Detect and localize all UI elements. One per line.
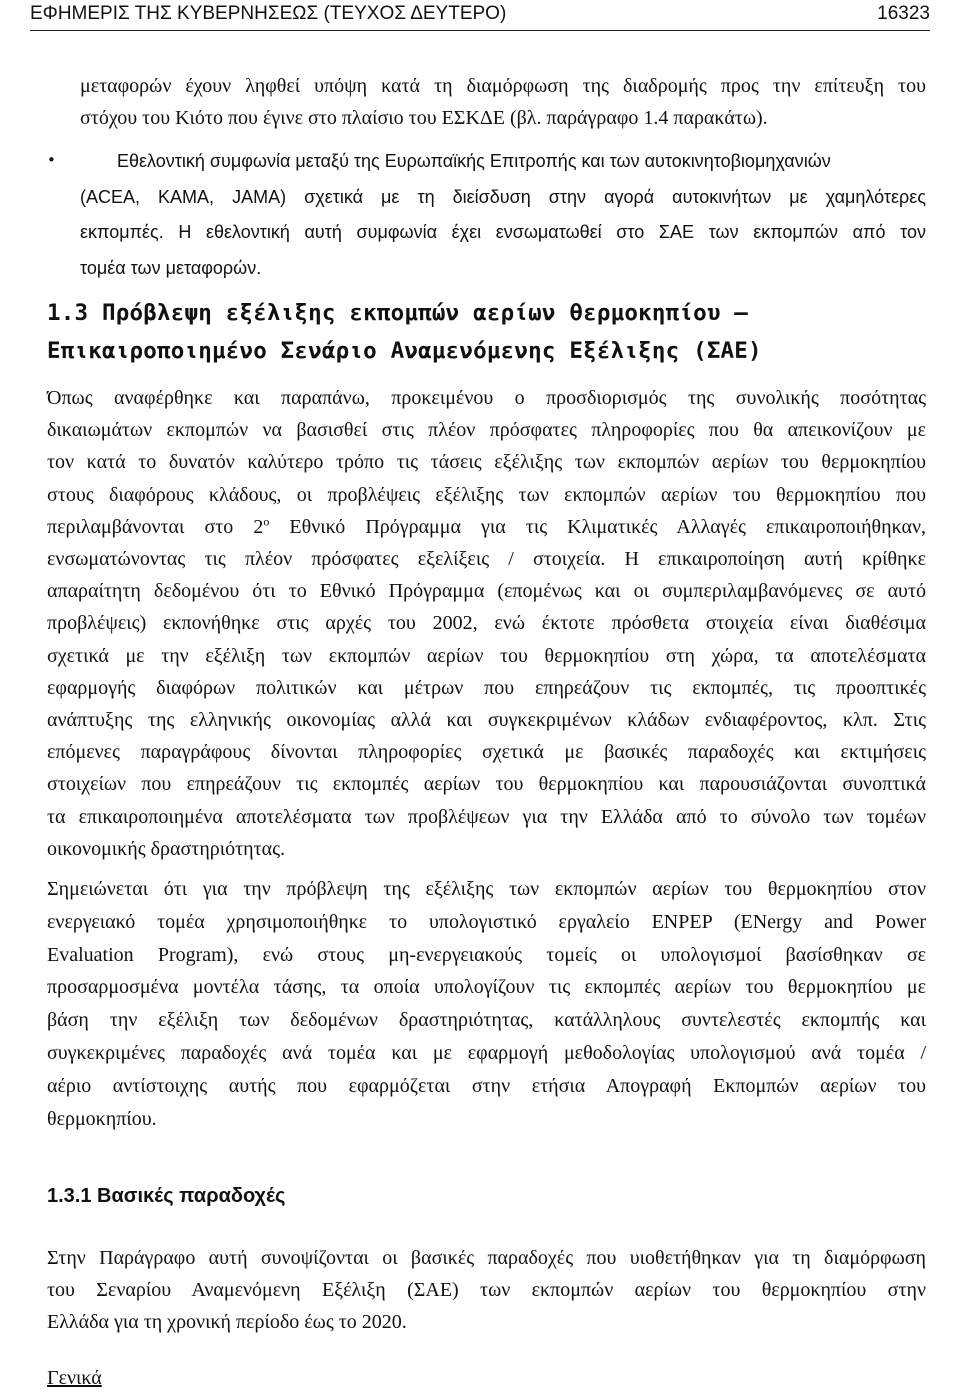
- text-line: δικαιωμάτων εκπομπών να βασισθεί στις πλέον πρόσφατες πληροφορίες που θα απεικονίζουν με: [47, 419, 926, 442]
- text-line: στοιχείων που επηρεάζουν τις εκπομπές αερίων του θερμοκηπίου και παρουσιάζονται συνοπτικά: [47, 773, 926, 796]
- text-line: [47, 511, 926, 543]
- text-line: εφαρμογής διαφόρων πολιτικών και μέτρων που επηρεάζουν τις εκπομπές, τις προοπτικές: [47, 676, 926, 699]
- paragraph-assumptions: [47, 1242, 926, 1339]
- text-line: οικονομικής δραστηριότητας.: [47, 837, 286, 860]
- page-number: 16323: [877, 3, 930, 24]
- text-line: Evaluation Program), ενώ στους μη-ενεργειακούς τομείς οι υπολογισμοί βασίσθηκαν σε: [47, 943, 926, 966]
- general-heading: Γενικά: [47, 1367, 102, 1389]
- text-line: Ελλάδα για τη χρονική περίοδο έως το 2020.: [47, 1311, 407, 1334]
- text-line: αέριο αντίστοιχης αυτής που εφαρμόζεται στην ετήσια Απογραφή Εκπομπών αερίων του: [47, 1074, 926, 1097]
- text-line: (ACEA, KAMA, JAMA) σχετικά με τη διείσδυση στην αγορά αυτοκινήτων με χαμηλότερες: [80, 186, 926, 207]
- text-line: Στην Παράγραφο αυτή συνοψίζονται οι βασικές παραδοχές που υιοθετήθηκαν για τη διαμόρφωση: [47, 1247, 926, 1269]
- text-line: ενεργειακό τομέα χρησιμοποιήθηκε το υπολογιστικό εργαλείο ENPEP (ENergy and Power: [47, 910, 926, 933]
- page-header: [30, 0, 930, 31]
- text-line: του Σεναρίου Αναμενόμενη Εξέλιξη (ΣΑΕ) των εκπομπών αερίων του θερμοκηπίου στην: [47, 1279, 926, 1302]
- text-line: επόμενες παραγράφους δίνονται πληροφορίες σχετικά με βασικές παραδοχές και εκτιμήσεις: [47, 741, 926, 764]
- text-line: ενσωματώνοντας τις πλέον πρόσφατες εξελίξεις / στοιχεία. Η επικαιροποίηση αυτή κρίθηκε: [47, 548, 926, 571]
- text-line: βάση την εξέλιξη των δεδομένων δραστηριότητας, κατάλληλους συντελεστές εκπομπής και: [47, 1009, 926, 1032]
- section-heading-line2: Επικαιροποιημένο Σενάριο Αναμενόμενης Εξέλιξης (ΣΑΕ): [47, 338, 762, 364]
- gazette-title: ΕΦΗΜΕΡΙΣ ΤΗΣ ΚΥΒΕΡΝΗΣΕΩΣ (ΤΕΥΧΟΣ ΔΕΥΤΕΡΟ): [30, 3, 507, 24]
- text-fragment: Εθνικό Πρόγραμμα για τις Κλιματικές Αλλαγές επικαιροποιήθηκαν,: [269, 515, 926, 538]
- text-line: στόχου του Κιότο που έγινε στο πλαίσιο του ΕΣΚΔΕ (βλ. παράγραφο 1.4 παρακάτω).: [80, 107, 768, 130]
- text-line: προβλέψεις) εκπονήθηκε στις αρχές του 2002, ενώ έκτοτε πρόσθετα στοιχεία είναι διαθέσιμα: [47, 612, 926, 635]
- bullet-marker: •: [47, 151, 56, 169]
- paragraph-projections: [47, 382, 926, 865]
- section-heading-line1: 1.3 Πρόβλεψη εξέλιξης εκπομπών αερίων θερμοκηπίου –: [47, 300, 749, 326]
- text-line: σχετικά με την εξέλιξη των εκπομπών αερίων του θερμοκηπίου στη χώρα, τα αποτελέσματα: [47, 644, 926, 667]
- text-line: τομέα των μεταφορών.: [80, 257, 262, 278]
- text-line: Όπως αναφέρθηκε και παραπάνω, προκειμένου ο προσδιορισμός της συνολικής ποσότητας: [47, 387, 926, 409]
- text-line: προσαρμοσμένα μοντέλα τάσης, τα οποία υπολογίζουν τις εκπομπές αερίων του θερμοκηπίου με: [47, 976, 926, 999]
- text-line: τα επικαιροποιημένα αποτελέσματα των προβλέψεων για την Ελλάδα από το σύνολο των τομέων: [47, 805, 926, 828]
- text-fragment: περιλαμβάνονται στο 2: [47, 515, 264, 538]
- text-line: ανάπτυξης της ελληνικής οικονομίας αλλά και συγκεκριμένων κλάδων ενδιαφέροντος, κλπ. Στις: [47, 709, 926, 732]
- paragraph-methodology: [47, 873, 926, 1135]
- text-line: απαραίτητη δεδομένου ότι το Εθνικό Πρόγραμμα (επομένως και οι συμπεριλαμβανόμενες σε αυτό: [47, 580, 926, 603]
- subsection-heading: 1.3.1 Βασικές παραδοχές: [47, 1185, 286, 1207]
- text-line: εκπομπές. Η εθελοντική αυτή συμφωνία έχει ενσωματωθεί στο ΣΑΕ των εκπομπών από τον: [80, 222, 926, 242]
- text-line: Σημειώνεται ότι για την πρόβλεψη της εξέλιξης των εκπομπών αερίων του θερμοκηπίου στον: [47, 878, 926, 900]
- text-line: συγκεκριμένες παραδοχές ανά τομέα και με εφαρμογή μεθοδολογίας υπολογισμού ανά τομέα /: [47, 1041, 926, 1064]
- bullet-item: [80, 144, 926, 286]
- text-line: μεταφορών έχουν ληφθεί υπόψη κατά τη διαμόρφωση της διαδρομής προς την επίτευξη του: [80, 75, 926, 97]
- text-line: στους διαφόρους κλάδους, οι προβλέψεις εξέλιξης των εκπομπών αερίων του θερμοκηπίου που: [47, 483, 926, 506]
- intro-paragraph: [80, 70, 926, 134]
- text-line: Εθελοντική συμφωνία μεταξύ της Ευρωπαϊκής Επιτροπής και των αυτοκινητοβιομηχανιών: [117, 151, 831, 171]
- text-line: τον κατά το δυνατόν καλύτερο τρόπο τις τάσεις εξέλιξης των εκπομπών αερίων του θερμοκηπίου: [47, 451, 926, 474]
- superscript-ordinal: ο: [263, 514, 270, 529]
- text-line: θερμοκηπίου.: [47, 1107, 157, 1130]
